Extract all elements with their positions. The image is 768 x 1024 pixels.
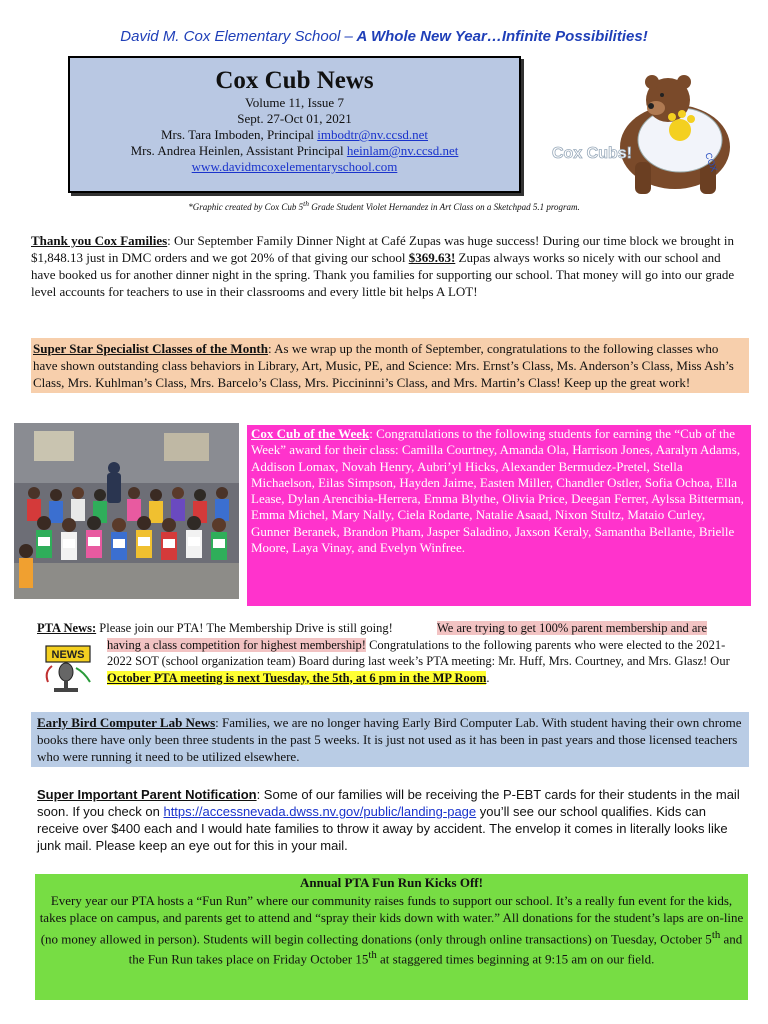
masthead bbox=[68, 56, 521, 193]
pta-text: Please join our PTA! The Membership Drive is still going! bbox=[96, 621, 393, 635]
pta-news-section bbox=[37, 620, 741, 686]
fun-run-text-3: at staggered times beginning at 9:15 am on our field. bbox=[376, 951, 655, 967]
assistant-name: Mrs. Andrea Heinlen, Assistant Principal bbox=[130, 143, 347, 158]
fun-run-ordinal-2: th bbox=[368, 949, 377, 962]
principal-line bbox=[70, 127, 519, 143]
assistant-email-link[interactable]: heinlam@nv.ccsd.net bbox=[346, 143, 459, 158]
principal-email-link[interactable]: imbodtr@nv.ccsd.net bbox=[317, 127, 429, 142]
notification-heading: Super Important Parent Notification bbox=[37, 787, 257, 802]
newsletter-title: Cox Cub News bbox=[215, 67, 374, 94]
thank-you-text: : Our September Family Dinner Night at Café Zupas was huge success! During our time block we brought in $1,848.13 just in DMC orders and we got 20% of that giving our school bbox=[31, 233, 734, 265]
amount-raised: $369.63! bbox=[408, 250, 456, 265]
early-bird-text: : Families, we are no longer having Early Bird Computer Lab. With student having their own chrome books there have only been three students in the past 5 weeks. It is just not used as it has been in past years and those licensed teachers who were running it need to be utilized elsewhere. bbox=[37, 715, 742, 764]
pta-text-board: Congratulations to the following parents who were elected to the 2021-2022 SOT (school organization team) Board during last week’s PTA meeting: Mr. Huff, Mrs. Courtney, and Mrs. Glasz! Our bbox=[107, 637, 730, 668]
class-group-photo bbox=[14, 423, 239, 599]
credit-text: *Graphic created by Cox Cub 5 bbox=[188, 202, 304, 212]
cub-of-the-week-section bbox=[247, 425, 751, 606]
issue-volume: Volume 11, Issue 7 bbox=[245, 95, 344, 110]
credit-ordinal: th bbox=[303, 199, 309, 208]
news-icon-label: NEWS bbox=[51, 649, 85, 661]
school-website-link[interactable]: www.davidmcoxelementaryschool.com bbox=[191, 159, 398, 174]
fun-run-heading: Annual PTA Fun Run Kicks Off! bbox=[300, 875, 483, 890]
fun-run-text-2: and the Fun Run takes place on Friday October 15 bbox=[128, 930, 743, 967]
pta-heading: PTA News: bbox=[37, 621, 97, 635]
credit-text-end: Grade Student Violet Hernandez in Art Class on a Sketchpad 5.1 program. bbox=[308, 202, 580, 212]
school-name: David M. Cox Elementary School – bbox=[120, 28, 353, 45]
cox-cubs-caption: Cox Cubs! bbox=[552, 145, 632, 162]
specialist-classes-section bbox=[31, 338, 749, 393]
thank-you-heading: Thank you Cox Families bbox=[31, 233, 168, 248]
graphic-credit bbox=[0, 199, 768, 212]
shirt-badge-text: COX bbox=[703, 151, 720, 174]
early-bird-heading: Early Bird Computer Lab News bbox=[37, 715, 216, 730]
specialist-heading: Super Star Specialist Classes of the Month bbox=[33, 341, 268, 356]
cub-of-week-heading: Cox Cub of the Week bbox=[251, 426, 370, 441]
pta-text-end: . bbox=[486, 670, 490, 685]
parent-notification-section bbox=[37, 786, 743, 854]
bear-mascot-graphic bbox=[550, 62, 750, 202]
news-microphone-icon bbox=[40, 642, 98, 694]
cub-of-week-text: : Congratulations to the following students for earning the “Cub of the Week” award for their class: Camilla Courtney, Amanda Ola, Harrison Jones, Aaralyn Adams, Addison Lomax, Novah Henry, Aubri’yl Hicks, Alexander Bermudez-Pretel, Stella Michaelson, Eilas Simpson, Hayden Jaime, Easten Miller, Chandler Ostler, Sofia Ochoa, Ella Lease, Dylan Arencibia-Herrera, Emma Blythe, Olivia Price, Deegan Ferrer, Aylssa Bitterman, Emma Michel, Mary Nally, Ciela Rodarte, Natalie Asaad, Nixon Stultz, Mataio Curley, Gunner Beranek, Brandon Pham, Jasper Saladino, Jaxson Keraly, Samantha Bellante, Brielle Moore, Laya Vinay, and Evelyn Winfree. bbox=[251, 426, 744, 556]
fun-run-text: Every year our PTA hosts a “Fun Run” where our community raises funds to support our school. It’s a really fun event for the kids, takes place on campus, and parents get to attend and “spray their kids down with water.” All donations for the student’s laps are on-line (no money allowed in person). Students will begin collecting donations (only through online transactions) on Tuesday, October 5 bbox=[39, 892, 744, 946]
early-bird-section bbox=[31, 712, 749, 767]
pebt-link[interactable]: https://accessnevada.dwss.nv.gov/public/landing-page bbox=[163, 804, 477, 819]
fun-run-ordinal-1: th bbox=[711, 928, 721, 941]
issue-dates: Sept. 27-Oct 01, 2021 bbox=[237, 111, 352, 126]
assistant-line bbox=[70, 143, 519, 159]
fun-run-section bbox=[35, 874, 748, 1000]
fun-run-body bbox=[37, 892, 746, 969]
thank-you-section bbox=[31, 232, 741, 300]
school-tagline bbox=[0, 28, 768, 45]
notification-text-end: you’ll see our school qualifies. Kids can receive over $400 each and I would hate families to throw it away by accident. The envelop it comes in literally looks like junk mail. Please keep an eye out for this in your mail. bbox=[37, 804, 728, 853]
thank-you-text-end: Zupas always works so nicely with our school and have booked us for another dinner night in the spring. Thank you families for supporting our school. That money will go into our grade level accounts for teachers to use in their classrooms and every little bit helps A LOT! bbox=[31, 250, 735, 299]
notification-text: : Some of our families will be receiving the P-EBT cards for their students in the mail soon. If you check on bbox=[37, 787, 740, 819]
school-slogan: A Whole New Year…Infinite Possibilities! bbox=[352, 28, 648, 45]
pta-meeting-highlight: October PTA meeting is next Tuesday, the 5th, at 6 pm in the MP Room bbox=[107, 670, 487, 685]
pta-membership-highlight: We are trying to get 100% parent membership and are having a class competition for highest membership! bbox=[107, 621, 708, 652]
principal-name: Mrs. Tara Imboden, Principal bbox=[160, 127, 318, 142]
specialist-text: : As we wrap up the month of September, congratulations to the following classes who have shown outstanding class behaviors in Library, Art, Music, PE, and Science: Mrs. Ernst’s Class, Ms. Anderson’s Class, Miss Ash’s Class, Mrs. Kuhlman’s Class, Mrs. Barcelo’s Class, Mrs. Piccininni’s Class, and Mrs. Martin’s Class! Keep up the great work! bbox=[33, 341, 734, 390]
